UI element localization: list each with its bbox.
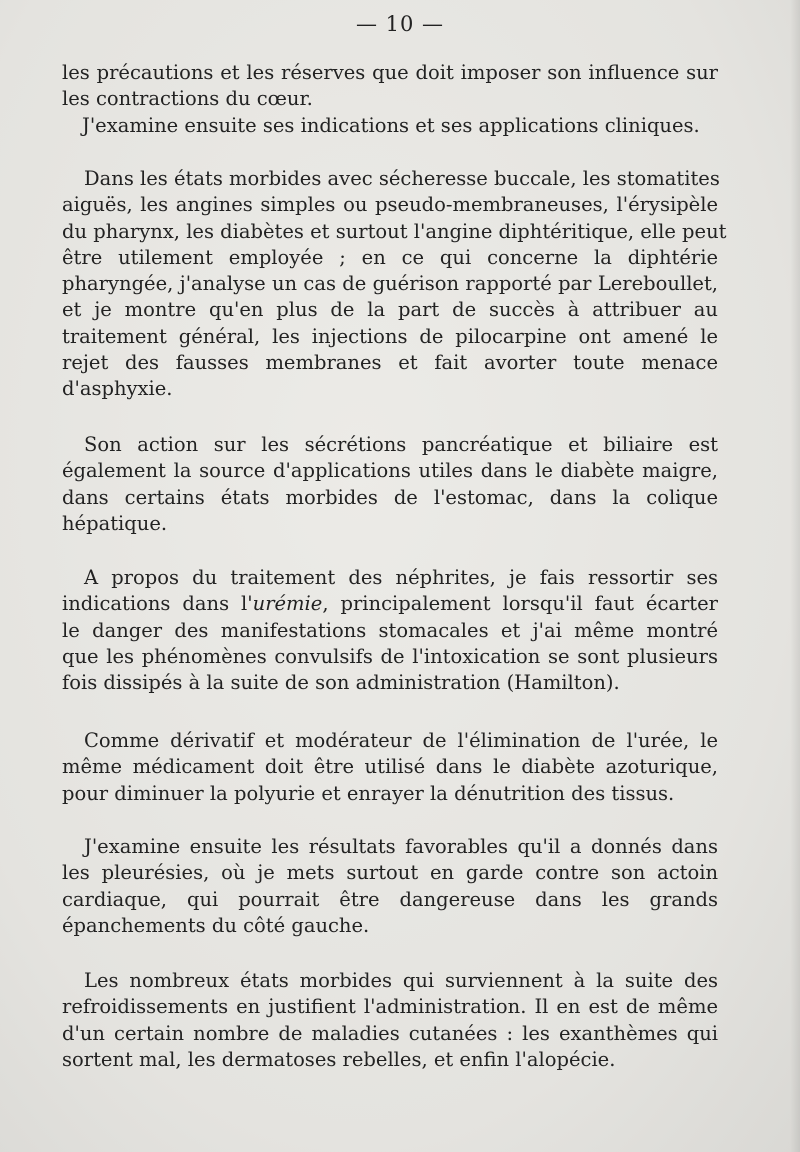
paragraph-4 bbox=[62, 432, 718, 537]
page-number: — 10 — bbox=[355, 12, 445, 36]
text-line: aiguës, les angines simples ou pseudo-membraneuses, l'érysipèle bbox=[62, 193, 718, 217]
text-line: Dans les états morbides avec sécheresse buccale, les stomatites bbox=[84, 167, 720, 190]
page-edge-shadow bbox=[790, 0, 800, 1152]
text-fragment: indications dans l' bbox=[62, 592, 253, 616]
text-line: rejet des fausses membranes et fait avorter toute menace bbox=[62, 351, 718, 375]
text-line: Comme dérivatif et modérateur de l'élimination de l'urée, le bbox=[84, 729, 718, 752]
text-line: même médicament doit être utilisé dans le diabète azoturique, bbox=[62, 755, 718, 779]
text-line: et je montre qu'en plus de la part de succès à attribuer au bbox=[62, 298, 718, 322]
italic-word: urémie bbox=[252, 592, 323, 616]
text-line: J'examine ensuite ses indications et ses applications cliniques. bbox=[82, 114, 700, 137]
text-line: J'examine ensuite les résultats favorables qu'il a donnés dans bbox=[84, 835, 718, 858]
text-fragment: , principalement lorsqu'il faut écarter bbox=[322, 592, 718, 616]
text-line: également la source d'applications utiles dans le diabète maigre, bbox=[62, 459, 718, 483]
text-line bbox=[62, 591, 718, 617]
text-line: pour diminuer la polyurie et enrayer la dénutrition des tissus. bbox=[62, 781, 675, 805]
text-line: d'asphyxie. bbox=[62, 377, 173, 401]
text-line: du pharynx, les diabètes et surtout l'angine diphtéritique, elle peut bbox=[62, 219, 727, 243]
paragraph-6 bbox=[62, 728, 718, 807]
text-line: hépatique. bbox=[62, 511, 168, 535]
text-line: les pleurésies, où je mets surtout en garde contre son actoin bbox=[62, 861, 718, 885]
paragraph-7 bbox=[62, 834, 718, 939]
text-line: fois dissipés à la suite de son administration (Hamilton). bbox=[62, 671, 620, 695]
paragraph-5 bbox=[62, 565, 718, 696]
text-line: dans certains états morbides de l'estomac, dans la colique bbox=[62, 485, 718, 509]
text-line: sortent mal, les dermatoses rebelles, et enfin l'alopécie. bbox=[62, 1047, 616, 1071]
text-line: les contractions du cœur. bbox=[62, 87, 313, 111]
text-line: les précautions et les réserves que doit imposer son influence sur bbox=[62, 61, 718, 84]
text-line: pharyngée, j'analyse un cas de guérison rapporté par Lereboullet, bbox=[62, 272, 718, 296]
text-line: Son action sur les sécrétions pancréatique et biliaire est bbox=[84, 433, 718, 456]
text-line: Les nombreux états morbides qui surviennent à la suite des bbox=[84, 969, 718, 992]
paragraph-3 bbox=[62, 166, 727, 403]
paragraph-8 bbox=[62, 968, 718, 1073]
paragraph-1 bbox=[62, 60, 718, 113]
text-line: cardiaque, qui pourrait être dangereuse dans les grands bbox=[62, 887, 718, 911]
paragraph-2 bbox=[62, 113, 718, 139]
text-line: traitement général, les injections de pilocarpine ont amené le bbox=[62, 324, 718, 348]
text-line: que les phénomènes convulsifs de l'intoxication se sont plusieurs bbox=[62, 644, 718, 668]
text-line: d'un certain nombre de maladies cutanées : les exanthèmes qui bbox=[62, 1021, 718, 1045]
text-line: être utilement employée ; en ce qui concerne la diphtérie bbox=[62, 245, 718, 269]
text-line: épanchements du côté gauche. bbox=[62, 913, 370, 937]
text-line: refroidissements en justifient l'administration. Il en est de même bbox=[62, 995, 718, 1019]
text-line: le danger des manifestations stomacales et j'ai même montré bbox=[62, 618, 718, 642]
text-line: A propos du traitement des néphrites, je fais ressortir ses bbox=[84, 566, 718, 589]
